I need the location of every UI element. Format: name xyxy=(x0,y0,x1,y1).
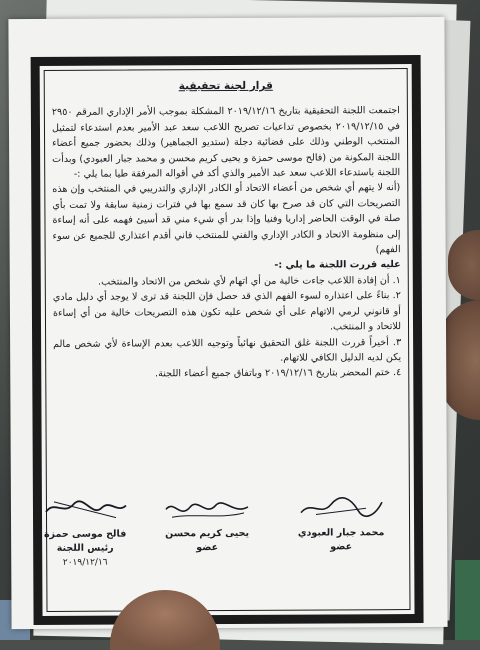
decision-item: ٤. ختم المحضر بتاريخ ٢٠١٩/١٢/١٦ وباتفاق جميع أعضاء اللجنة. xyxy=(155,367,402,380)
handwritten-signature xyxy=(162,495,252,521)
handwritten-signature xyxy=(40,496,130,522)
signatory-name: محمد جبار العبودي xyxy=(297,527,385,539)
player-statement: (أنه لا يتهم أي شخص من أعضاء الاتحاد أو الكادر الإداري والتدريبي في المنتخب وإن هذه التصريحات التي كان قد صرح بها كان قد سمع بها في فترات زمنية سابقة ولا تمت بأي صلة في الوقت الحاضر إداريا وفنيا وإذا بدر أي شيء مني قد أسيئ فهمه على أنه إساءة إلى منظومة الاتحاد و الكادر الإداري والفني للمنتخب فاني أقدم اعتذاري للجميع عن سوء الفهم) xyxy=(52,182,401,256)
decorative-border xyxy=(31,55,424,625)
signature-member-2 xyxy=(152,495,262,556)
document-body xyxy=(43,76,403,606)
signature-chair xyxy=(30,495,140,570)
signatory-role: رئيس اللجنة xyxy=(56,542,114,554)
decision-item: ٢. بناءً على اعتذاره لسوء الفهم الذي قد حصل فإن اللجنة قد ترى لا يوجد أي دليل مادي أو قانوني لرمي الاتهام على أي شخص عليه تكون هذه التصريحات خالية من أي إساءة للاتحاد و المنتخب. xyxy=(52,290,402,333)
signature-date: ٢٠١٩/١٢/١٦ xyxy=(62,557,108,568)
document-title: قرار لجنة تحقيقية xyxy=(178,79,273,93)
signatory-role: عضو xyxy=(196,542,219,554)
decision-heading: عليه قررت اللجنة ما يلي :- xyxy=(274,259,401,272)
signature-member-1 xyxy=(286,494,396,555)
decision-item: ١. أن إفادة اللاعب جاءت خالية من أي اتهام لأي شخص من الاتحاد والمنتخب. xyxy=(97,274,401,288)
decision-item: ٣. أخيراً قررت اللجنة غلق التحقيق نهائياً وتوجيه اللاعب بعدم الإساءة لأي شخص مالم يكن لديه الدليل الكافي للاتهام. xyxy=(53,336,402,364)
handwritten-signature xyxy=(296,494,386,520)
signature-block xyxy=(43,494,403,606)
signatory-name: فالح موسى حمزة xyxy=(43,528,127,540)
green-object xyxy=(455,560,480,640)
signatory-role: عضو xyxy=(330,541,353,553)
signatory-name: يحيى كريم محسن xyxy=(165,527,250,540)
document-paper xyxy=(8,17,447,629)
intro-paragraph: اجتمعت اللجنة التحقيقية بتاريخ ٢٠١٩/١٢/١٦ المشكلة بموجب الأمر الإداري المرقم ٢٩٥٠ في ٢٠١٩/١٢/١٥ بخصوص تداعيات تصريح اللاعب سعد عبد الأمير بعدم استدعاء لتمثيل المنتخب الوطني وذلك على فضائية دجلة (ستديو الجماهير) وذلك بحضور جميع أعضاء اللجنة المكونة من (فالح موسى حمزة و يحيى كريم محسن و محمد جبار العبودي) وبدأت اللجنة باستدعاء اللاعب سعد عبد الأمير والذي أكد في أقواله المرفقة طيا بما يلي :- xyxy=(51,105,401,180)
